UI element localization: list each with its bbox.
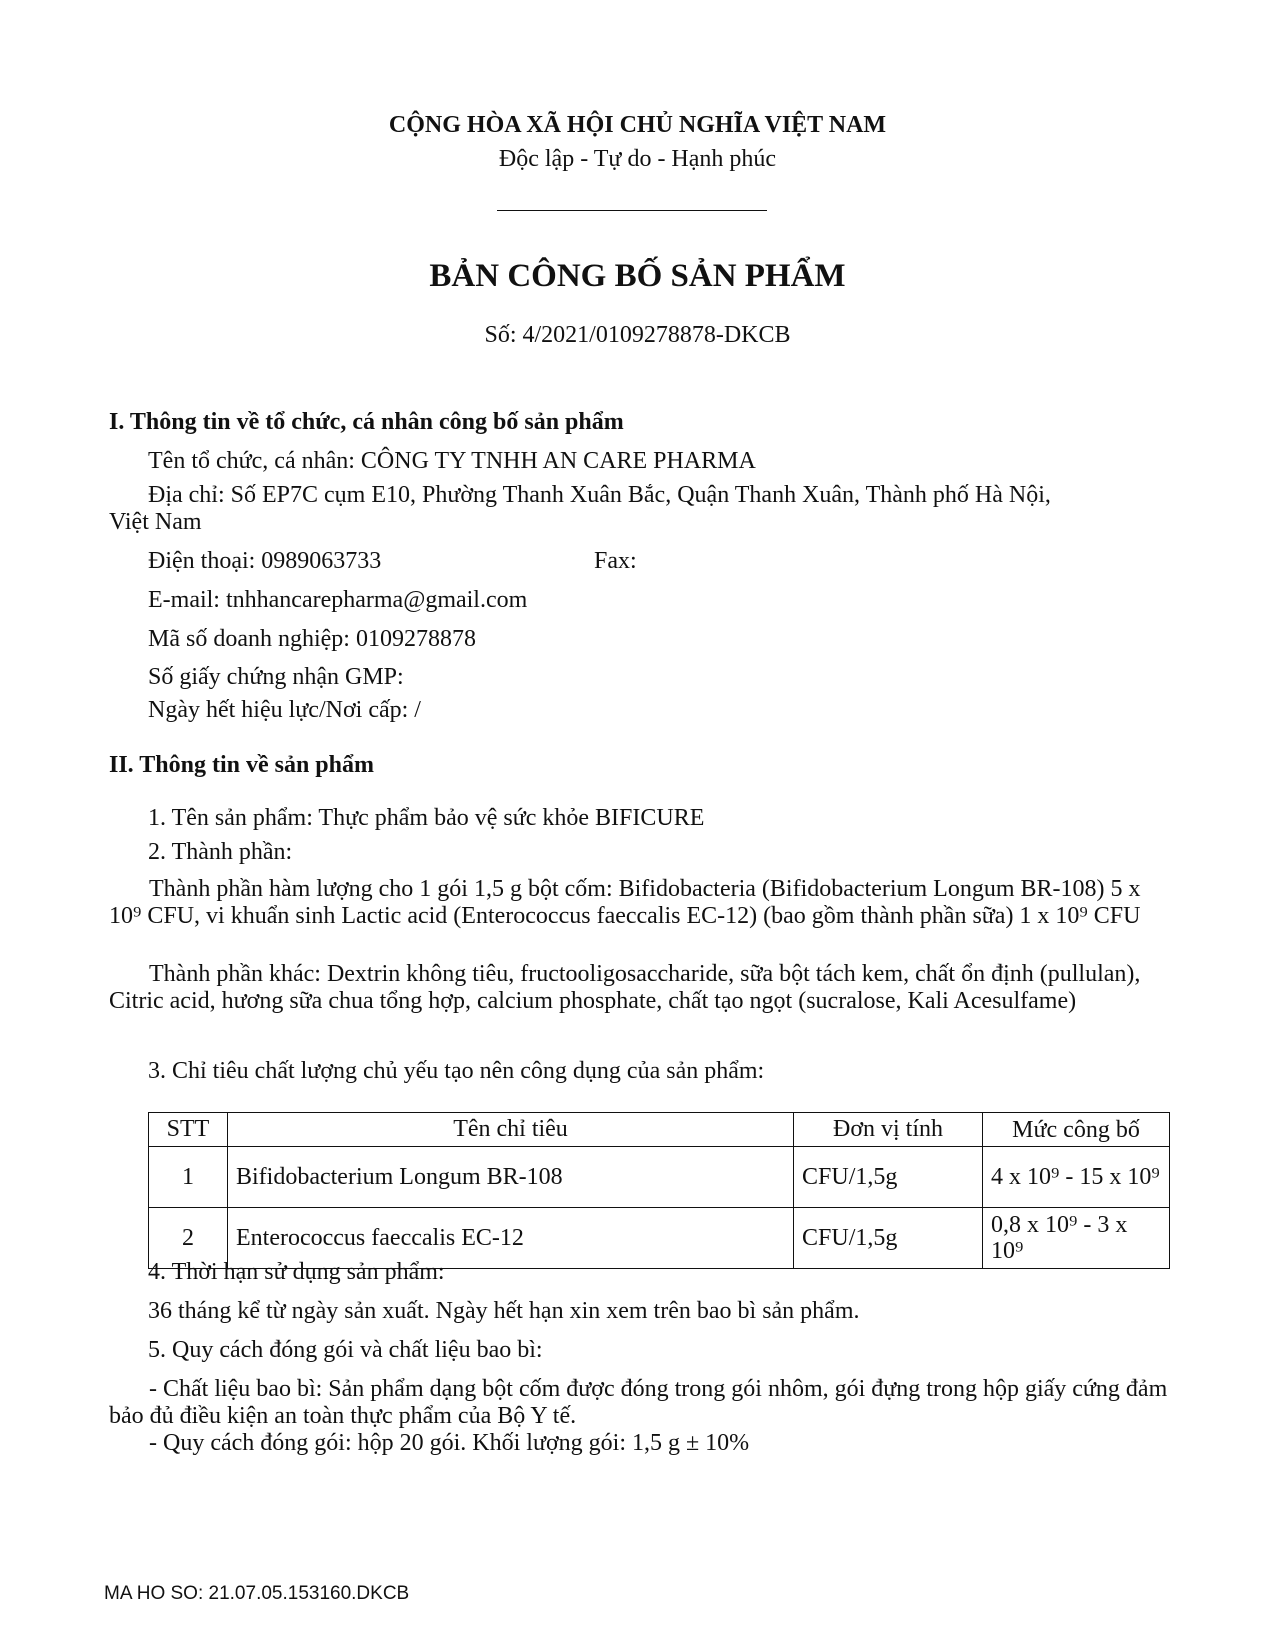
document-number: Số: 4/2021/0109278878-DKCB — [484, 322, 791, 348]
row-criterion: Bifidobacterium Longum BR-108 — [228, 1147, 794, 1208]
composition-main-text: Thành phần hàm lượng cho 1 gói 1,5 g bột cốm: Bifidobacteria (Bifidobacterium Longum BR-108) 5 x 10⁹ CFU, vi khuẩn sinh Lactic acid (Enterococcus faeccalis EC-12) (bao gồm thành phần sữa) 1 x 10⁹ CFU — [109, 876, 1141, 929]
shelf-life: 36 tháng kể từ ngày sản xuất. Ngày hết hạn xin xem trên bao bì sản phẩm. — [148, 1298, 860, 1324]
row-criterion: Enterococcus faeccalis EC-12 — [228, 1208, 794, 1269]
packaging-spec-text: - Quy cách đóng gói: hộp 20 gói. Khối lượng gói: 1,5 g ± 10% — [149, 1430, 750, 1456]
composition-other — [109, 961, 1169, 1015]
row-unit: CFU/1,5g — [794, 1208, 983, 1269]
header-criterion: Tên chỉ tiêu — [228, 1113, 794, 1147]
quality-criteria-label: 3. Chỉ tiêu chất lượng chủ yếu tạo nên công dụng của sản phẩm: — [148, 1058, 765, 1084]
packaging-material — [109, 1376, 1169, 1430]
section-2-heading: II. Thông tin về sản phẩm — [109, 752, 374, 778]
quality-table — [148, 1112, 1170, 1269]
header-unit: Đơn vị tính — [794, 1113, 983, 1147]
row-stt: 2 — [149, 1208, 228, 1269]
address-line-1: Địa chỉ: Số EP7C cụm E10, Phường Thanh Xuân Bắc, Quận Thanh Xuân, Thành phố Hà Nội, — [148, 482, 1051, 508]
table-header-row — [149, 1113, 1170, 1147]
shelf-life-label: 4. Thời hạn sử dụng sản phẩm: — [148, 1259, 445, 1285]
national-motto: Độc lập - Tự do - Hạnh phúc — [498, 146, 777, 172]
phone: Điện thoại: 0989063733 — [148, 548, 382, 574]
header-stt: STT — [149, 1113, 228, 1147]
country-name: CỘNG HÒA XÃ HỘI CHỦ NGHĨA VIỆT NAM — [388, 112, 887, 138]
header-divider — [497, 210, 767, 211]
address-line-2: Việt Nam — [109, 509, 202, 535]
document-title: BẢN CÔNG BỐ SẢN PHẨM — [429, 258, 846, 294]
composition-other-text: Thành phần khác: Dextrin không tiêu, fructooligosaccharide, sữa bột tách kem, chất ổn định (pullulan), Citric acid, hương sữa chua tổng hợp, calcium phosphate, chất tạo ngọt (sucralose, Kali Acesulfame) — [109, 961, 1141, 1014]
row-unit: CFU/1,5g — [794, 1147, 983, 1208]
fax: Fax: — [594, 548, 637, 574]
packaging-material-text: - Chất liệu bao bì: Sản phẩm dạng bột cốm được đóng trong gói nhôm, gói đựng trong hộp giấy cứng đảm bảo đủ điều kiện an toàn thực phẩm của Bộ Y tế. — [109, 1376, 1168, 1429]
organization-name: Tên tổ chức, cá nhân: CÔNG TY TNHH AN CARE PHARMA — [148, 448, 756, 474]
gmp-number: Số giấy chứng nhận GMP: — [148, 664, 404, 690]
product-name: 1. Tên sản phẩm: Thực phẩm bảo vệ sức khỏe BIFICURE — [148, 805, 705, 831]
table-row — [149, 1147, 1170, 1208]
section-1-heading: I. Thông tin về tổ chức, cá nhân công bố sản phẩm — [109, 409, 624, 435]
row-stt: 1 — [149, 1147, 228, 1208]
composition-label: 2. Thành phần: — [148, 839, 293, 865]
email: E-mail: tnhhancarepharma@gmail.com — [148, 587, 528, 613]
packaging-label: 5. Quy cách đóng gói và chất liệu bao bì: — [148, 1337, 543, 1363]
header-declared-level: Mức công bố — [983, 1113, 1170, 1147]
dossier-code: MA HO SO: 21.07.05.153160.DKCB — [104, 1583, 410, 1604]
row-declared-level: 4 x 10⁹ - 15 x 10⁹ — [983, 1147, 1170, 1208]
tax-code: Mã số doanh nghiệp: 0109278878 — [148, 626, 476, 652]
composition-main — [109, 876, 1169, 930]
gmp-validity: Ngày hết hiệu lực/Nơi cấp: / — [148, 697, 421, 723]
row-declared-level: 0,8 x 10⁹ - 3 x 10⁹ — [983, 1208, 1170, 1269]
packaging-spec — [109, 1430, 1169, 1457]
